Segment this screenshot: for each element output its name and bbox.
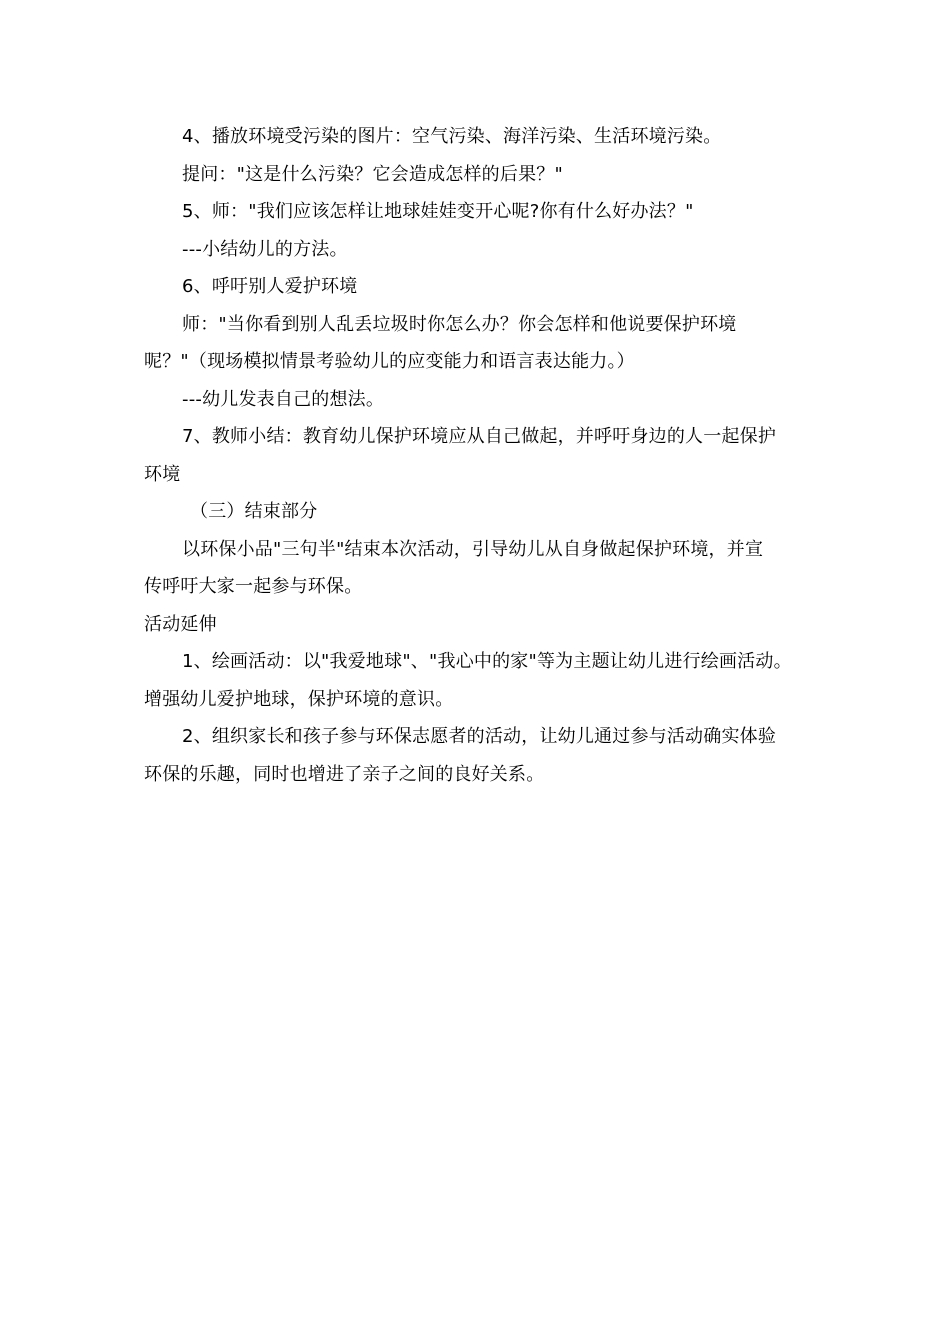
paragraph-teacher-question-cont: 呢？"（现场模拟情景考验幼儿的应变能力和语言表达能力。） [144,351,635,372]
paragraph-step-6: 6、呼吁别人爱护环境 [182,276,358,297]
paragraph-question: 提问："这是什么污染？它会造成怎样的后果？" [182,164,563,185]
paragraph-summary-methods: ---小结幼儿的方法。 [182,239,348,260]
paragraph-teacher-question: 师："当你看到别人乱丢垃圾时你怎么办？你会怎样和他说要保护环境 [182,314,737,335]
paragraph-step-7: 7、教师小结：教育幼儿保护环境应从自己做起，并呼吁身边的人一起保护 [182,426,777,447]
paragraph-step-4: 4、播放环境受污染的图片：空气污染、海洋污染、生活环境污染。 [182,126,722,147]
section-heading-ending: （三）结束部分 [190,501,318,522]
paragraph-ending-cont: 传呼吁大家一起参与环保。 [144,576,363,597]
paragraph-children-ideas: ---幼儿发表自己的想法。 [182,389,385,410]
paragraph-extension-2: 2、组织家长和孩子参与环保志愿者的活动，让幼儿通过参与活动确实体验 [182,726,777,747]
paragraph-step-7-cont: 环境 [144,464,181,485]
paragraph-extension-2-cont: 环保的乐趣，同时也增进了亲子之间的良好关系。 [144,764,545,785]
paragraph-extension-1-cont: 增强幼儿爱护地球，保护环境的意识。 [144,689,454,710]
section-heading-extension: 活动延伸 [144,614,217,635]
paragraph-step-5: 5、师："我们应该怎样让地球娃娃变开心呢?你有什么好办法？" [182,201,694,222]
paragraph-ending: 以环保小品"三句半"结束本次活动，引导幼儿从自身做起保护环境，并宣 [182,539,764,560]
paragraph-extension-1: 1、绘画活动：以"我爱地球"、"我心中的家"等为主题让幼儿进行绘画活动。 [182,651,792,672]
